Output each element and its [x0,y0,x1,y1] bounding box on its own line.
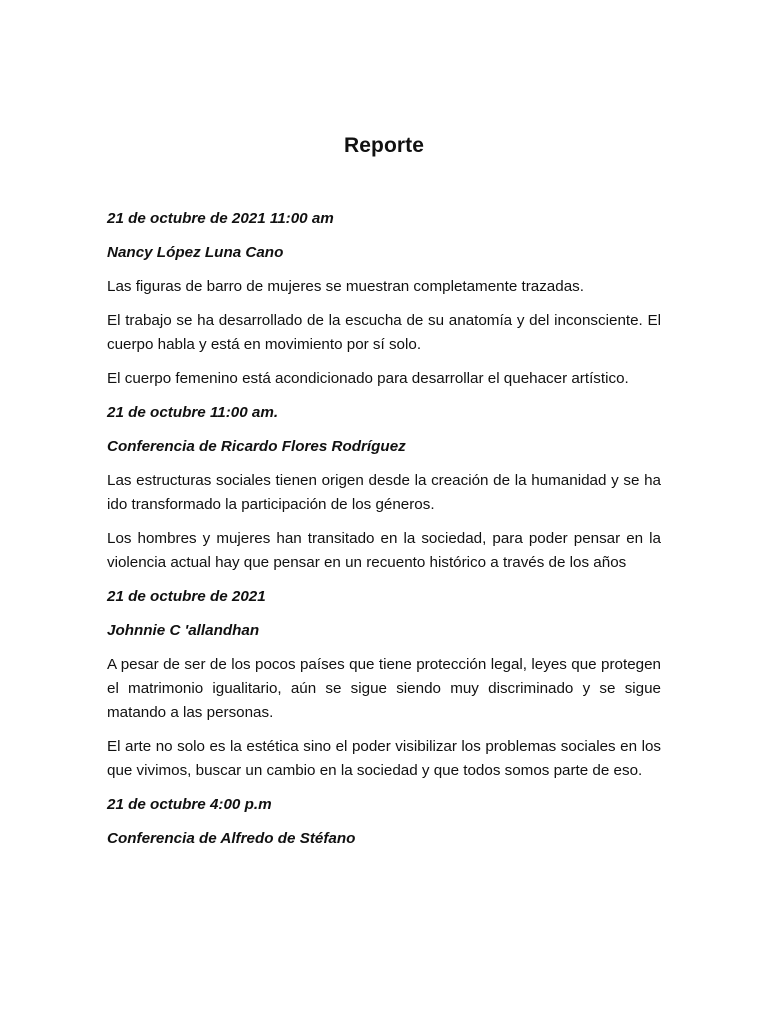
paragraph: El cuerpo femenino está acondicionado para desarrollar el quehacer artístico. [107,370,629,387]
speaker-heading: Conferencia de Ricardo Flores Rodríguez [107,438,406,455]
speaker-heading: Johnnie C 'allandhan [107,622,260,639]
date-heading: 21 de octubre de 2021 11:00 am [107,210,334,227]
date-heading: 21 de octubre de 2021 [107,588,266,605]
paragraph: A pesar de ser de los pocos países que tiene protección legal, leyes que protegen el matrimonio igualitario, aún se sigue siendo muy discriminado y se sigue matando a las personas. [107,656,661,721]
paragraph: Las figuras de barro de mujeres se muestran completamente trazadas. [107,278,584,295]
speaker-heading: Nancy López Luna Cano [107,244,284,261]
paragraph: El trabajo se ha desarrollado de la escucha de su anatomía y del inconsciente. El cuerpo habla y está en movimiento por sí solo. [107,312,661,353]
paragraph: Las estructuras sociales tienen origen desde la creación de la humanidad y se ha ido transformado la participación de los géneros. [107,472,661,513]
paragraph: Los hombres y mujeres han transitado en la sociedad, para poder pensar en la violencia actual hay que pensar en un recuento histórico a través de los años [107,530,661,571]
date-heading: 21 de octubre 11:00 am. [107,404,279,421]
date-heading: 21 de octubre 4:00 p.m [107,796,272,813]
document-title: Reporte [343,134,425,157]
paragraph: El arte no solo es la estética sino el poder visibilizar los problemas sociales en los que vivimos, buscar un cambio en la sociedad y que todos somos parte de eso. [107,738,661,779]
speaker-heading: Conferencia de Alfredo de Stéfano [107,830,356,847]
document-body [107,207,661,861]
